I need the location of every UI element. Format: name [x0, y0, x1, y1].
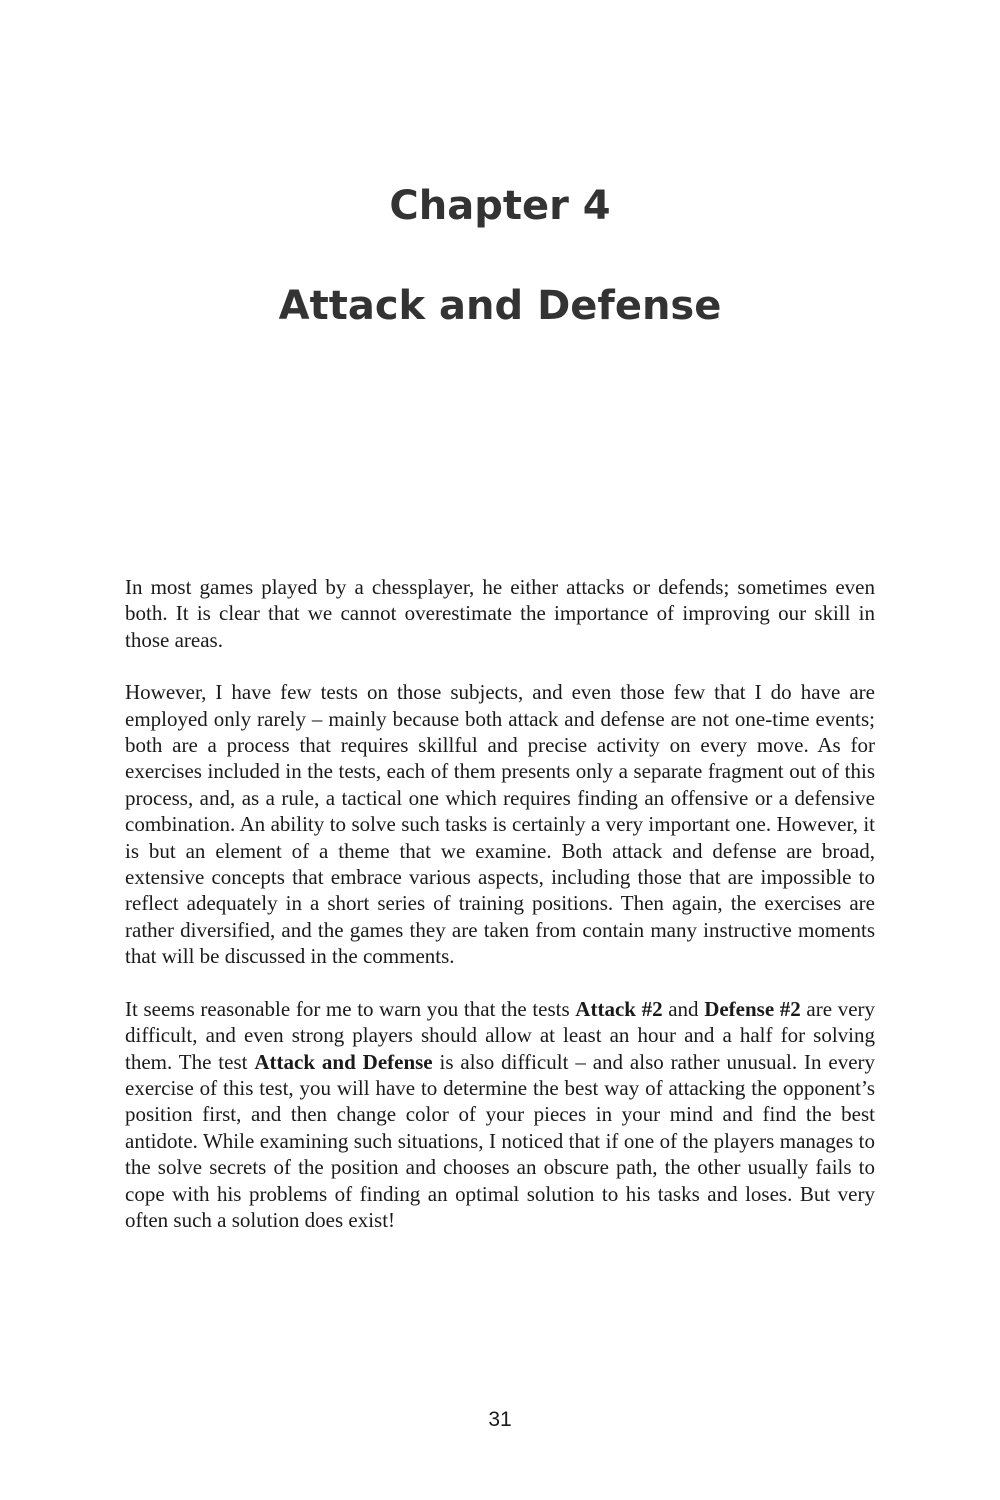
bold-defense-2: Defense #2	[704, 996, 801, 1021]
chapter-number: Chapter 4	[389, 183, 611, 229]
body-text	[125, 574, 875, 1259]
chapter-title: Attack and Defense	[278, 283, 722, 329]
paragraph-3	[125, 996, 875, 1234]
paragraph-2: However, I have few tests on those subjects, and even those few that I do have are employed only rarely – mainly because both attack and defense are not one-time events; both are a process that requires skillful and precise activity on every move. As for exercises included in the tests, each of them presents only a separate fragment out of this process, and, as a rule, a tactical one which requires finding an offensive or a defensive combination. An ability to solve such tasks is certainly a very important one. However, it is but an element of a theme that we examine. Both attack and defense are broad, extensive concepts that embrace various aspects, including those that are impossible to reflect adequately in a short series of training positions. Then again, the exercises are rather diversified, and the games they are taken from contain many instructive moments that will be discussed in the comments.	[125, 680, 875, 969]
bold-attack-and-defense: Attack and Defense	[254, 1049, 433, 1074]
paragraph-3-text-4: is also difficult – and also rather unusual. In every exercise of this test, you will have to determine the best way of attacking the opponent’s position first, and then change color of your pieces in your mind and find the best antidote. While examining such situations, I noticed that if one of the players manages to the solve secrets of the position and chooses an obscure path, the other usually fails to cope with his problems of finding an optimal solution to his tasks and loses. But very often such a solution does exist!	[125, 1049, 876, 1232]
page-number: 31	[488, 1408, 512, 1431]
bold-attack-2: Attack #2	[575, 996, 663, 1021]
paragraph-1: In most games played by a chessplayer, he either attacks or defends; sometimes even both. It is clear that we cannot overestimate the importance of improving our skill in those areas.	[125, 575, 875, 652]
paragraph-3-text-2: and	[662, 996, 705, 1021]
paragraph-3-text-3: are very difficult, and even strong players should allow at least an hour and a half for solving them. The test	[125, 996, 876, 1074]
paragraph-3-text-1: It seems reasonable for me to warn you that the tests	[125, 996, 576, 1021]
